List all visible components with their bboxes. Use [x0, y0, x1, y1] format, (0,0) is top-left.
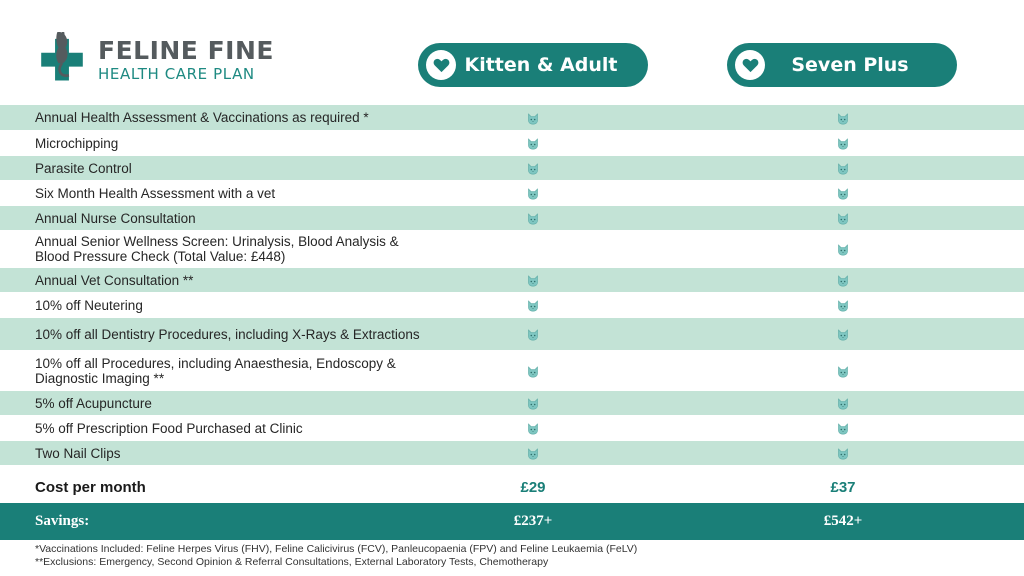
savings-label: Savings: [35, 513, 90, 529]
feature-label: 5% off Prescription Food Purchased at Clinic [35, 420, 303, 436]
feature-label: Two Nail Clips [35, 445, 121, 461]
feature-row [0, 267, 1024, 292]
feature-label: 10% off all Dentistry Procedures, including X-Rays & Extractions [35, 326, 420, 342]
savings-row [0, 503, 1024, 540]
cat-face-icon [527, 137, 539, 149]
cat-face-icon [527, 187, 539, 199]
feature-label: Annual Nurse Consultation [35, 210, 196, 226]
feature-label: Annual Health Assessment & Vaccinations as required * [35, 110, 369, 125]
cat-face-icon [837, 397, 849, 409]
feature-row [0, 390, 1024, 415]
plan-name: Kitten & Adult [464, 54, 618, 76]
cat-cross-logo-icon [36, 32, 88, 84]
feature-row [0, 415, 1024, 440]
feature-row [0, 440, 1024, 465]
cat-face-icon [527, 274, 539, 286]
cat-face-icon [527, 422, 539, 434]
cat-face-icon [837, 274, 849, 286]
header [0, 0, 1024, 105]
feature-row [0, 350, 1024, 390]
cost-label: Cost per month [35, 479, 146, 496]
feature-label: 10% off Neutering [35, 297, 143, 313]
cat-face-icon [837, 137, 849, 149]
feature-label: 5% off Acupuncture [35, 395, 152, 411]
feature-label: Six Month Health Assessment with a vet [35, 185, 276, 201]
cat-face-icon [837, 162, 849, 174]
logo [36, 20, 286, 90]
cat-face-icon [527, 162, 539, 174]
footnote: **Exclusions: Emergency, Second Opinion & Referral Consultations, External Laboratory Tests, Chemotherapy [35, 556, 549, 568]
cat-face-icon [527, 212, 539, 224]
cat-face-icon [527, 299, 539, 311]
savings-kitten-adult: £237+ [513, 513, 553, 529]
footnotes [35, 543, 637, 569]
cat-face-icon [837, 447, 849, 459]
heart-icon [426, 50, 456, 80]
heart-icon [735, 50, 765, 80]
cat-face-icon [527, 365, 539, 377]
feature-row [0, 317, 1024, 350]
cat-face-icon [837, 187, 849, 199]
feature-row [0, 205, 1024, 230]
plan-seven-plus-header [727, 43, 957, 87]
cost-row [0, 475, 1024, 501]
plan-kitten-adult-header [418, 43, 648, 87]
feature-row [0, 230, 1024, 267]
cat-face-icon [527, 397, 539, 409]
brand-title: FELINE FINE [98, 36, 274, 65]
cat-face-icon [837, 243, 849, 255]
feature-row [0, 155, 1024, 180]
feature-row [0, 180, 1024, 205]
feature-label: Microchipping [35, 135, 119, 151]
cat-face-icon [837, 328, 849, 340]
cat-face-icon [837, 365, 849, 377]
savings-seven-plus: £542+ [823, 513, 863, 529]
feature-label: Annual Senior Wellness Screen: Urinalysis, Blood Analysis & Blood Pressure Check (Total Value: £448) [35, 234, 399, 264]
cat-face-icon [837, 422, 849, 434]
feature-label: Parasite Control [35, 160, 132, 176]
brand-subtitle: HEALTH CARE PLAN [98, 65, 255, 83]
cat-face-icon [837, 299, 849, 311]
plan-name: Seven Plus [791, 54, 909, 76]
cat-face-icon [837, 112, 849, 124]
logo-text [98, 38, 274, 84]
feature-label: Annual Vet Consultation ** [35, 272, 194, 288]
feature-row [0, 292, 1024, 317]
footnote: *Vaccinations Included: Feline Herpes Virus (FHV), Feline Calicivirus (FCV), Panleucopaenia (FPV) and Feline Leukaemia (FeLV) [35, 543, 638, 555]
feature-row [0, 105, 1024, 130]
cost-seven-plus: £37 [830, 479, 856, 496]
feature-row [0, 130, 1024, 155]
cat-face-icon [527, 447, 539, 459]
cat-face-icon [527, 328, 539, 340]
feature-label: 10% off all Procedures, including Anaesthesia, Endoscopy & Diagnostic Imaging ** [35, 355, 396, 386]
cost-kitten-adult: £29 [520, 479, 546, 496]
cat-face-icon [837, 212, 849, 224]
cat-face-icon [527, 112, 539, 124]
feature-table [0, 105, 1024, 465]
